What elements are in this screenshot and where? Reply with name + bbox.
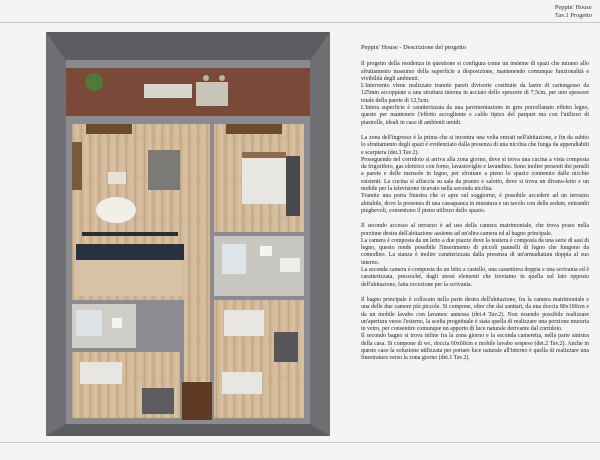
terrace-table <box>196 82 228 106</box>
toilet <box>260 246 272 256</box>
entrance-niche <box>182 382 212 420</box>
terrace-seat <box>203 75 209 81</box>
bed <box>222 372 262 394</box>
wardrobe <box>286 156 300 216</box>
project-name: Peppin' House <box>554 4 592 11</box>
double-bed <box>242 156 286 204</box>
desk <box>142 388 174 414</box>
top-rule <box>0 22 600 23</box>
window-frame <box>86 124 132 134</box>
bottom-rule <box>0 442 600 443</box>
left-outer-wall <box>46 32 66 436</box>
right-outer-wall <box>310 32 330 436</box>
shower <box>222 244 246 274</box>
kitchen-counter <box>76 244 186 260</box>
document-title: Peppin' House - Descrizione del progetto <box>361 44 466 51</box>
paragraph-bathrooms: Il bagno principale è collocato nella parte destra dell'abitazione, fra la camera matrimoniale e una delle due camere più piccole. Si compone, oltre che dai sanitari, da una doccia 80x100cm e da un mobile lavabo con lavamoc annessa (det.4 Tav.2). Non essendo possibile realizzare un'apertura verso l'esterno, la scelta progettuale è stata quella di realizzare una porzione muraria in vetro, per consentire comunque un apporto di luce naturale derivante dal corridoio. Il secondo bagno si trova infine fra la zona giorno e la seconda cameretta, nella parte sinistra della casa. Si compone di wc, doccia 60x60cm e mobile lavabo sospeso (det.2 Tav.2). Anche in questo caso la soluzione utilizzata per portare luce naturale all'interno è quella di realizzare una finestratura verso la zona giorno (det.1 Tav.2). <box>361 296 589 362</box>
paragraph-bedrooms: Il secondo accesso al terrazzo è ad uso della camera matrimoniale, che trova posto nella porzione destra dell'abitazione assieme ad un'altra camera ed al bagno principale. La camera è composta da un letto a due piazze dove la testiera è composta da una serie di assi di legno, questo rende possibile l'inserimento di piccoli pannelli di legno che fungono da comodino. La stanza è inoltre caratterizzata dalla presenza di un'armadiatura doppia al suo interno. La seconda camera è composta da un letto a castello, una cassettiera doppia e una scrivania ed è caratterizzata, pressoché, dagli stessi elementi che troviamo in quella sul lato opposto dell'abitazione, fatta eccezione per la scrivania. <box>361 223 589 288</box>
kitchen-floor <box>76 260 182 296</box>
project-description <box>361 44 589 371</box>
dresser <box>274 332 298 362</box>
terrace-seat <box>219 75 225 81</box>
floor-plan-render <box>46 32 330 436</box>
paragraph-living-area: La zona dell'ingresso è la prima che si incontra una volta entrati nell'abitazione, e fin da subito lo sfruttamento degli spazi è evidenziato dalla presenza di una nicchia che funga da appendiabiti e scarpiera (det.3 Tav.2). Proseguendo nel corridoio si arriva alla zona giorno, dove si trova una cucina a vista composta da frigorifero, gas elettrico con forno, lavastoviglie e lavandino. Sono inoltre presenti dei pensili a parete e delle mensole in legno, per sfruttare a pieno lo spazio contenuto dalle nicchie esistenti. La cucina si affaccia su sala da pranzo e salotto, dove si trova un divano-letto e un mobile per la televisione ricavato nella seconda nicchia. Tramite una porta finestra che si apre sul soggiorno, è possibile accedere ad un terrazzo abitabile, dove la presenza di una cassapanca in muratura e un tavolo con delle sedute, entrambi pieghevoli, consentono il pieno utilizzo dello spazio. <box>361 134 589 214</box>
sheet-header <box>555 4 592 19</box>
terrace-bench <box>144 84 192 98</box>
toilet <box>112 318 122 328</box>
coffee-table <box>108 172 126 184</box>
washbasin <box>280 258 300 272</box>
window-frame <box>226 124 282 134</box>
corridor-floor <box>184 124 210 420</box>
sheet-number: Tav.1 Progetto <box>554 11 592 19</box>
bunk-bed <box>224 310 264 336</box>
sofa <box>148 150 180 190</box>
bunk-bed <box>80 362 122 384</box>
dining-table <box>96 197 136 223</box>
paragraph-general: Il progetto della residenza in questione si configura come un insieme di spazi che mirano allo sfruttamento massimo della superficie a disposizione, mantenendo comunque funzionalità e vivibilità degli ambienti. L'intervento viene realizzato tramite pareti divisorie costituite da lastre di cartongesso da 125mm accoppiate a una struttura interna in acciaio dello spessore di 7,5cm, per uno spessore totale della parete di 12,5cm. L'intera superficie è caratterizzata da una pavimentazione in gres porcellanato effetto legno, questo per mantenere l'effetto accogliente e caldo tipico del parquet ma con l'utilizzo di piastrelle, ideali in caso di ambienti umidi. <box>361 61 589 126</box>
bed-headboard <box>242 152 286 158</box>
tv-cabinet <box>72 142 82 190</box>
plant-icon <box>85 73 103 91</box>
shower <box>76 310 102 336</box>
kitchen-shelf <box>82 232 178 236</box>
terrace-parapet <box>66 60 310 68</box>
